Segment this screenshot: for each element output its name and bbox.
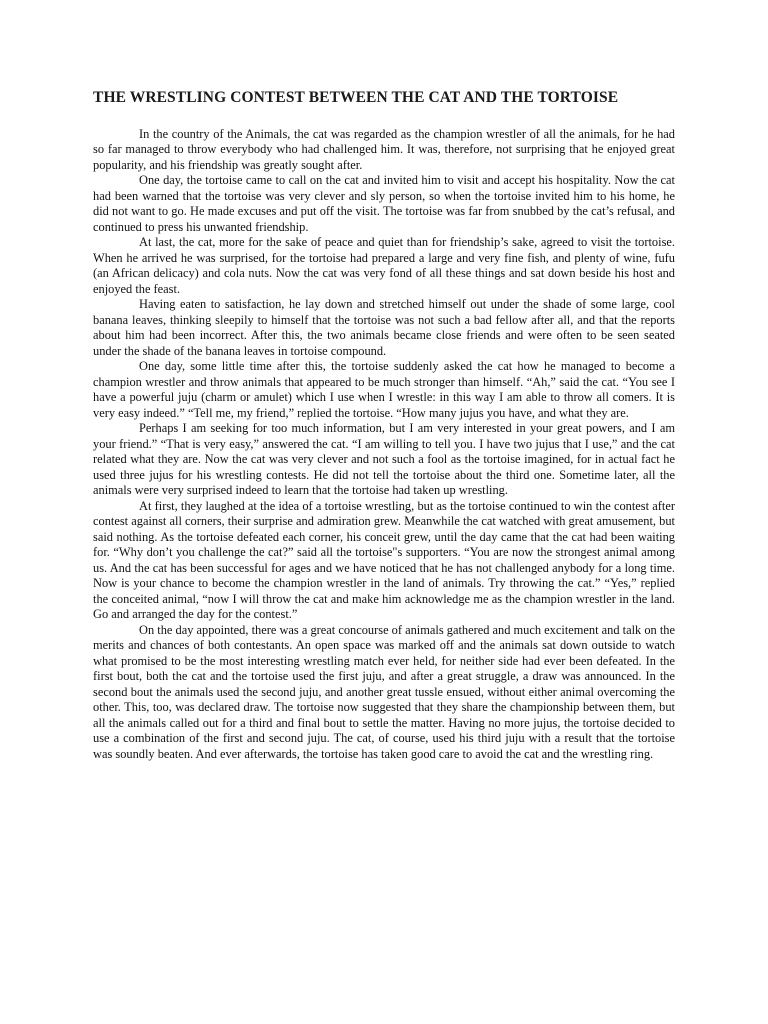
paragraph-2: One day, the tortoise came to call on the cat and invited him to visit and accept his hospitality. Now the cat had been warned that the tortoise was very clever and sly person, so when the tortoise invited him to his home, he did not want to go. He made excuses and put off the visit. The tortoise was far from snubbed by the cat’s refusal, and continued to press his unwanted friendship. xyxy=(93,173,675,234)
paragraph-8: On the day appointed, there was a great concourse of animals gathered and much excitement and talk on the merits and chances of both contestants. An open space was marked off and the animals sat down outside to watch what promised to be the most interesting wrestling match ever held, for neither side had ever been defeated. In the first bout, both the cat and the tortoise used the first juju, and after a great struggle, a draw was announced. In the second bout the animals used the second juju, and another great tussle ensued, without either animal overcoming the other. This, too, was declared draw. The tortoise now suggested that they share the championship between them, but all the animals called out for a third and final bout to settle the matter. Having no more jujus, the tortoise decided to use a combination of the first and second juju. The cat, of course, used his third juju with a result that the tortoise was soundly beaten. And ever afterwards, the tortoise has taken good care to avoid the cat and the wrestling ring. xyxy=(93,622,675,761)
document-page xyxy=(93,88,675,762)
paragraph-4: Having eaten to satisfaction, he lay down and stretched himself out under the shade of some large, cool banana leaves, thinking sleepily to himself that the tortoise was not such a bad fellow after all, and that the reports about him had been incorrect. After this, the two animals became close friends and were often to be seen seated under the shade of the banana leaves in tortoise compound. xyxy=(93,297,675,358)
paragraph-6: Perhaps I am seeking for too much information, but I am very interested in your great powers, and I am your friend.” “That is very easy,” answered the cat. “I am willing to tell you. I have two jujus that I use,” and the cat related what they are. Now the cat was very clever and not such a fool as the tortoise imagined, for in actual fact he used three jujus for his wrestling contests. He did not tell the tortoise about the third one. Sometime later, all the animals were very surprised indeed to learn that the tortoise had taken up wrestling. xyxy=(93,421,675,497)
paragraph-7: At first, they laughed at the idea of a tortoise wrestling, but as the tortoise continued to win the contest after contest against all corners, their surprise and admiration grew. Meanwhile the cat watched with great amusement, but said nothing. As the tortoise defeated each corner, his conceit grew, until the day came that the cat had been waiting for. “Why don’t you challenge the cat?” said all the tortoise"s supporters. “You are now the strongest animal among us. And the cat has been successful for ages and we have noticed that he has not challenged anybody for a long time. Now is your chance to become the champion wrestler in the land of animals. Try throwing the cat.” “Yes,” replied the conceited animal, “now I will throw the cat and make him acknowledge me as the champion wrestler in the land. Go and arranged the day for the contest.” xyxy=(93,498,675,621)
paragraph-1: In the country of the Animals, the cat was regarded as the champion wrestler of all the animals, for he had so far managed to throw everybody who had challenged him. It was, therefore, not surprising that he enjoyed great popularity, and his friendship was greatly sought after. xyxy=(93,126,675,172)
paragraph-5: One day, some little time after this, the tortoise suddenly asked the cat how he managed to become a champion wrestler and throw animals that appeared to be much stronger than himself. “Ah,” said the cat. “You see I have a powerful juju (charm or amulet) which I use when I wrestle: in this way I am able to throw all comers. It is very easy indeed.” “Tell me, my friend,” replied the tortoise. “How many jujus you have, and what they are. xyxy=(93,359,675,420)
paragraph-3: At last, the cat, more for the sake of peace and quiet than for friendship’s sake, agreed to visit the tortoise. When he arrived he was surprised, for the tortoise had prepared a large and very fine fish, and plenty of wine, fufu (an African delicacy) and cola nuts. Now the cat was very fond of all these things and sat down beside his host and enjoyed the feast. xyxy=(93,235,675,296)
document-title: THE WRESTLING CONTEST BETWEEN THE CAT AND THE TORTOISE xyxy=(93,89,619,106)
